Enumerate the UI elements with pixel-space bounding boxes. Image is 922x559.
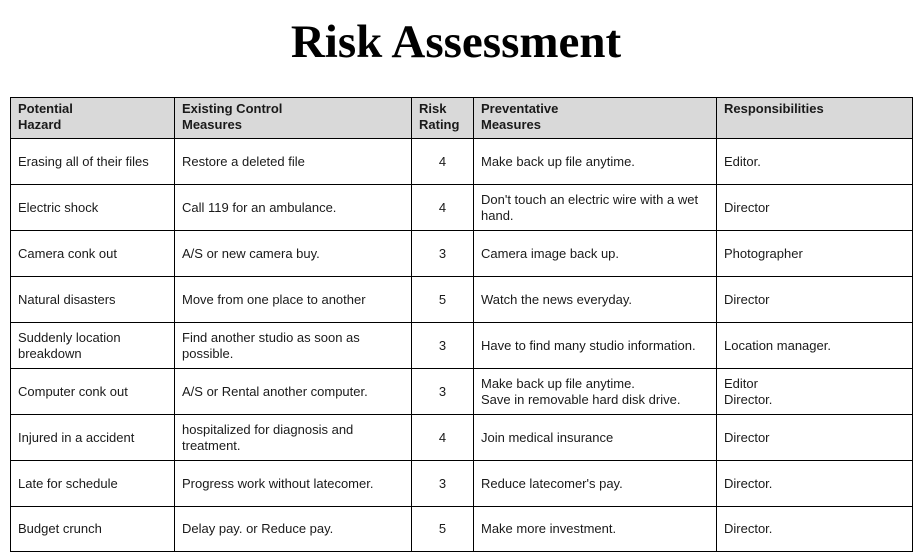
responsibility-cell: Location manager. (717, 323, 913, 369)
rating-cell: 3 (412, 231, 474, 277)
responsibility-cell: Director (717, 185, 913, 231)
hazard-cell: Camera conk out (11, 231, 175, 277)
hazard-cell: Natural disasters (11, 277, 175, 323)
rating-cell: 5 (412, 277, 474, 323)
table-row (11, 461, 913, 507)
rating-cell: 4 (412, 139, 474, 185)
hazard-cell: Erasing all of their files (11, 139, 175, 185)
table-body (11, 139, 913, 552)
control-cell: A/S or Rental another computer. (175, 369, 412, 415)
control-cell: A/S or new camera buy. (175, 231, 412, 277)
table-header (11, 98, 913, 139)
control-cell: Progress work without latecomer. (175, 461, 412, 507)
rating-cell: 3 (412, 369, 474, 415)
hazard-cell: Late for schedule (11, 461, 175, 507)
preventative-cell: Reduce latecomer's pay. (474, 461, 717, 507)
hazard-cell: Suddenly location breakdown (11, 323, 175, 369)
control-cell: Restore a deleted file (175, 139, 412, 185)
preventative-cell: Make back up file anytime. (474, 139, 717, 185)
table-row (11, 369, 913, 415)
risk-assessment-table (10, 97, 913, 552)
preventative-cell: Have to find many studio information. (474, 323, 717, 369)
preventative-cell: Watch the news everyday. (474, 277, 717, 323)
responsibility-cell: Editor. (717, 139, 913, 185)
responsibility-cell: Director (717, 415, 913, 461)
header-risk-rating: Risk Rating (412, 98, 474, 139)
control-cell: Move from one place to another (175, 277, 412, 323)
preventative-cell: Join medical insurance (474, 415, 717, 461)
hazard-cell: Electric shock (11, 185, 175, 231)
preventative-cell: Don't touch an electric wire with a wet hand. (474, 185, 717, 231)
table-row (11, 231, 913, 277)
table-row (11, 185, 913, 231)
responsibility-cell: Director. (717, 507, 913, 552)
header-existing-control-measures: Existing Control Measures (175, 98, 412, 139)
header-potential-hazard: Potential Hazard (11, 98, 175, 139)
hazard-cell: Injured in a accident (11, 415, 175, 461)
control-cell: Call 119 for an ambulance. (175, 185, 412, 231)
preventative-cell: Camera image back up. (474, 231, 717, 277)
table-row (11, 277, 913, 323)
rating-cell: 3 (412, 323, 474, 369)
table-row (11, 139, 913, 185)
table-row (11, 323, 913, 369)
page-title: Risk Assessment (290, 16, 622, 68)
responsibility-cell: Editor Director. (717, 369, 913, 415)
hazard-cell: Computer conk out (11, 369, 175, 415)
header-preventative-measures: Preventative Measures (474, 98, 717, 139)
rating-cell: 4 (412, 185, 474, 231)
table-row (11, 415, 913, 461)
preventative-cell: Make more investment. (474, 507, 717, 552)
control-cell: Find another studio as soon as possible. (175, 323, 412, 369)
responsibility-cell: Director. (717, 461, 913, 507)
header-responsibilities: Responsibilities (717, 98, 913, 139)
control-cell: Delay pay. or Reduce pay. (175, 507, 412, 552)
preventative-cell: Make back up file anytime. Save in removable hard disk drive. (474, 369, 717, 415)
table-row (11, 507, 913, 552)
responsibility-cell: Director (717, 277, 913, 323)
responsibility-cell: Photographer (717, 231, 913, 277)
rating-cell: 5 (412, 507, 474, 552)
control-cell: hospitalized for diagnosis and treatment. (175, 415, 412, 461)
hazard-cell: Budget crunch (11, 507, 175, 552)
rating-cell: 3 (412, 461, 474, 507)
rating-cell: 4 (412, 415, 474, 461)
header-row (11, 98, 913, 139)
